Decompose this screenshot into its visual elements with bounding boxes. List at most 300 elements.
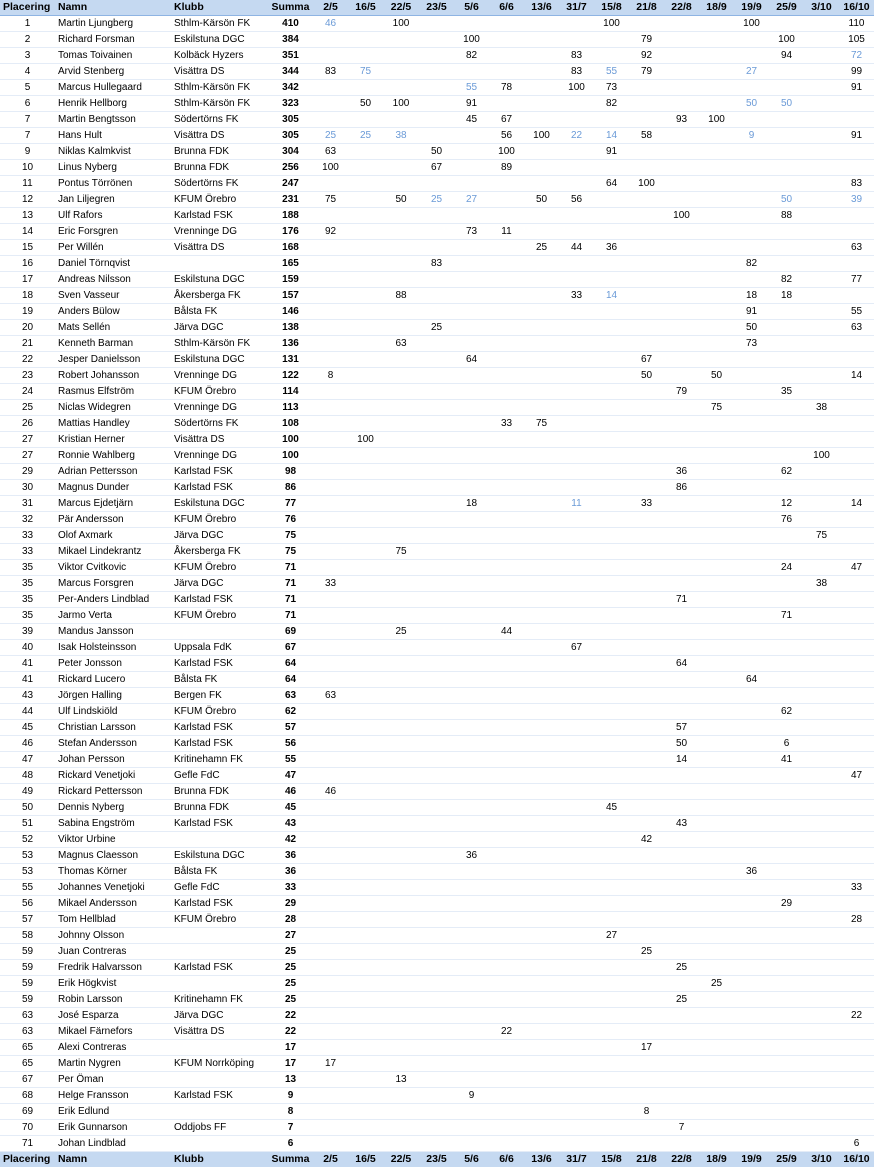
score-cell: 63 xyxy=(383,336,419,352)
score-cell xyxy=(383,1088,419,1104)
score-cell xyxy=(419,80,454,96)
score-cell xyxy=(419,672,454,688)
score-cell xyxy=(804,1056,839,1072)
score-cell xyxy=(594,480,629,496)
score-cell xyxy=(524,272,559,288)
score-cell: 91 xyxy=(839,128,874,144)
score-cell xyxy=(383,560,419,576)
table-row xyxy=(0,432,874,448)
score-cell xyxy=(664,688,699,704)
score-cell: 92 xyxy=(313,224,348,240)
score-cell: 91 xyxy=(734,304,769,320)
score-cell xyxy=(839,384,874,400)
score-cell xyxy=(454,992,489,1008)
table-row xyxy=(0,752,874,768)
score-cell xyxy=(559,608,594,624)
table-row xyxy=(0,528,874,544)
score-cell xyxy=(594,448,629,464)
score-cell xyxy=(419,784,454,800)
summa-cell: 25 xyxy=(268,976,313,992)
score-cell xyxy=(699,416,734,432)
table-row xyxy=(0,1120,874,1136)
table-row xyxy=(0,240,874,256)
score-cell xyxy=(734,480,769,496)
summa-cell: 165 xyxy=(268,256,313,272)
score-cell xyxy=(419,832,454,848)
score-cell xyxy=(594,656,629,672)
footer-placering: Placering xyxy=(0,1152,55,1167)
score-cell xyxy=(734,192,769,208)
table-row xyxy=(0,896,874,912)
score-cell xyxy=(699,1008,734,1024)
score-cell xyxy=(419,944,454,960)
placering-cell: 32 xyxy=(0,512,55,528)
score-cell: 83 xyxy=(313,64,348,80)
score-cell xyxy=(839,864,874,880)
score-cell xyxy=(594,672,629,688)
player-name-cell: Johannes Venetjoki xyxy=(55,880,171,896)
score-cell xyxy=(734,912,769,928)
score-cell xyxy=(348,848,383,864)
header-date-5: 6/6 xyxy=(489,0,524,16)
score-cell xyxy=(419,272,454,288)
table-row xyxy=(0,416,874,432)
score-cell xyxy=(769,624,804,640)
placering-cell: 15 xyxy=(0,240,55,256)
club-cell: Åkersberga FK xyxy=(171,544,268,560)
placering-cell: 11 xyxy=(0,176,55,192)
score-cell xyxy=(454,928,489,944)
player-name-cell: Sabina Engström xyxy=(55,816,171,832)
score-cell xyxy=(629,1024,664,1040)
score-cell xyxy=(559,416,594,432)
club-cell: Karlstad FSK xyxy=(171,208,268,224)
score-cell xyxy=(348,720,383,736)
footer-date-5: 6/6 xyxy=(489,1152,524,1167)
score-cell xyxy=(734,160,769,176)
score-cell xyxy=(804,656,839,672)
score-cell xyxy=(454,304,489,320)
score-cell xyxy=(524,432,559,448)
table-row xyxy=(0,384,874,400)
placering-cell: 57 xyxy=(0,912,55,928)
score-cell: 35 xyxy=(769,384,804,400)
score-cell xyxy=(839,528,874,544)
score-cell xyxy=(313,416,348,432)
summa-cell: 384 xyxy=(268,32,313,48)
score-cell xyxy=(594,400,629,416)
score-cell xyxy=(839,1104,874,1120)
score-cell xyxy=(313,480,348,496)
score-cell xyxy=(629,528,664,544)
score-cell xyxy=(664,256,699,272)
score-cell xyxy=(313,976,348,992)
table-row xyxy=(0,256,874,272)
club-cell: Vrenninge DG xyxy=(171,368,268,384)
score-cell xyxy=(594,736,629,752)
score-cell xyxy=(769,64,804,80)
score-cell xyxy=(348,1136,383,1152)
score-cell xyxy=(699,576,734,592)
score-cell xyxy=(664,160,699,176)
score-cell xyxy=(313,848,348,864)
score-cell: 44 xyxy=(559,240,594,256)
score-cell: 13 xyxy=(383,1072,419,1088)
score-cell xyxy=(734,352,769,368)
player-name-cell: Niklas Kalmkvist xyxy=(55,144,171,160)
score-cell xyxy=(804,864,839,880)
header-namn: Namn xyxy=(55,0,171,16)
score-cell xyxy=(419,816,454,832)
score-cell xyxy=(804,32,839,48)
score-cell xyxy=(524,880,559,896)
summa-cell: 25 xyxy=(268,944,313,960)
player-name-cell: Mikael Lindekrantz xyxy=(55,544,171,560)
table-row xyxy=(0,336,874,352)
club-cell: Södertörns FK xyxy=(171,112,268,128)
player-name-cell: Magnus Dunder xyxy=(55,480,171,496)
club-cell: Kritinehamn FK xyxy=(171,752,268,768)
score-cell: 67 xyxy=(419,160,454,176)
score-cell xyxy=(559,624,594,640)
score-cell xyxy=(348,544,383,560)
score-cell xyxy=(769,768,804,784)
player-name-cell: Erik Högkvist xyxy=(55,976,171,992)
summa-cell: 28 xyxy=(268,912,313,928)
score-cell xyxy=(594,416,629,432)
score-cell xyxy=(383,848,419,864)
score-cell xyxy=(699,208,734,224)
score-cell xyxy=(769,640,804,656)
score-cell xyxy=(699,800,734,816)
score-cell xyxy=(629,384,664,400)
score-cell xyxy=(348,272,383,288)
score-cell xyxy=(559,784,594,800)
score-cell xyxy=(419,448,454,464)
score-cell xyxy=(664,560,699,576)
score-cell xyxy=(839,640,874,656)
score-cell xyxy=(489,240,524,256)
score-cell xyxy=(489,992,524,1008)
score-cell xyxy=(524,800,559,816)
table-row xyxy=(0,992,874,1008)
placering-cell: 51 xyxy=(0,816,55,832)
placering-cell: 35 xyxy=(0,592,55,608)
player-name-cell: Robin Larsson xyxy=(55,992,171,1008)
placering-cell: 67 xyxy=(0,1072,55,1088)
score-cell xyxy=(348,640,383,656)
score-cell xyxy=(664,432,699,448)
score-cell: 110 xyxy=(839,16,874,32)
score-cell xyxy=(454,608,489,624)
score-cell xyxy=(734,624,769,640)
score-cell xyxy=(839,608,874,624)
score-cell xyxy=(383,1008,419,1024)
score-cell xyxy=(559,448,594,464)
score-cell: 17 xyxy=(313,1056,348,1072)
score-cell xyxy=(313,1024,348,1040)
summa-cell: 69 xyxy=(268,624,313,640)
score-cell xyxy=(524,80,559,96)
score-cell xyxy=(348,736,383,752)
score-cell xyxy=(524,624,559,640)
score-cell xyxy=(734,1120,769,1136)
score-cell: 6 xyxy=(839,1136,874,1152)
score-cell: 45 xyxy=(594,800,629,816)
score-cell xyxy=(804,64,839,80)
score-cell xyxy=(734,640,769,656)
score-cell xyxy=(594,208,629,224)
score-cell xyxy=(629,432,664,448)
score-cell xyxy=(489,576,524,592)
score-cell xyxy=(524,160,559,176)
player-name-cell: Pär Andersson xyxy=(55,512,171,528)
score-cell xyxy=(489,656,524,672)
player-name-cell: Alexi Contreras xyxy=(55,1040,171,1056)
footer-date-3: 23/5 xyxy=(419,1152,454,1167)
score-cell xyxy=(769,912,804,928)
score-cell xyxy=(769,576,804,592)
score-cell xyxy=(769,256,804,272)
score-cell xyxy=(524,16,559,32)
club-cell: Karlstad FSK xyxy=(171,480,268,496)
placering-cell: 26 xyxy=(0,416,55,432)
score-cell xyxy=(629,928,664,944)
score-cell xyxy=(348,1104,383,1120)
score-cell xyxy=(629,320,664,336)
score-cell: 9 xyxy=(734,128,769,144)
score-cell xyxy=(839,96,874,112)
score-cell xyxy=(419,48,454,64)
score-cell xyxy=(594,624,629,640)
score-cell xyxy=(769,944,804,960)
score-cell xyxy=(419,1104,454,1120)
score-cell xyxy=(699,336,734,352)
score-cell xyxy=(419,880,454,896)
score-cell xyxy=(629,656,664,672)
placering-cell: 56 xyxy=(0,896,55,912)
club-cell xyxy=(171,1040,268,1056)
placering-cell: 3 xyxy=(0,48,55,64)
score-cell xyxy=(629,304,664,320)
summa-cell: 29 xyxy=(268,896,313,912)
score-cell xyxy=(594,960,629,976)
score-cell xyxy=(559,1008,594,1024)
placering-cell: 23 xyxy=(0,368,55,384)
footer-date-12: 19/9 xyxy=(734,1152,769,1167)
score-cell: 64 xyxy=(454,352,489,368)
score-cell xyxy=(664,368,699,384)
score-cell xyxy=(734,80,769,96)
player-name-cell: Robert Johansson xyxy=(55,368,171,384)
score-cell xyxy=(804,480,839,496)
score-cell xyxy=(664,128,699,144)
placering-cell: 14 xyxy=(0,224,55,240)
score-cell xyxy=(419,112,454,128)
score-cell xyxy=(664,240,699,256)
summa-cell: 344 xyxy=(268,64,313,80)
score-cell xyxy=(804,784,839,800)
score-cell xyxy=(524,1104,559,1120)
score-cell xyxy=(664,16,699,32)
score-cell xyxy=(489,16,524,32)
score-cell: 47 xyxy=(839,768,874,784)
score-cell xyxy=(699,288,734,304)
score-cell xyxy=(489,832,524,848)
score-cell xyxy=(804,976,839,992)
score-cell xyxy=(839,1056,874,1072)
score-cell xyxy=(313,912,348,928)
summa-cell: 45 xyxy=(268,800,313,816)
score-cell: 63 xyxy=(313,688,348,704)
score-cell xyxy=(734,112,769,128)
score-cell xyxy=(769,1056,804,1072)
score-cell xyxy=(454,768,489,784)
score-cell xyxy=(734,1040,769,1056)
player-name-cell: Stefan Andersson xyxy=(55,736,171,752)
score-cell xyxy=(839,512,874,528)
score-cell: 75 xyxy=(699,400,734,416)
score-cell xyxy=(489,1088,524,1104)
score-cell xyxy=(313,992,348,1008)
footer-klubb: Klubb xyxy=(171,1152,268,1167)
player-name-cell: Andreas Nilsson xyxy=(55,272,171,288)
score-cell xyxy=(489,928,524,944)
summa-cell: 122 xyxy=(268,368,313,384)
score-cell xyxy=(594,864,629,880)
score-cell xyxy=(559,816,594,832)
score-cell xyxy=(383,448,419,464)
score-cell xyxy=(524,496,559,512)
summa-cell: 351 xyxy=(268,48,313,64)
summa-cell: 22 xyxy=(268,1008,313,1024)
score-cell xyxy=(699,64,734,80)
footer-row xyxy=(0,1152,874,1167)
score-cell xyxy=(348,240,383,256)
score-cell xyxy=(559,720,594,736)
score-cell xyxy=(348,800,383,816)
score-cell xyxy=(383,64,419,80)
score-cell: 91 xyxy=(454,96,489,112)
score-cell xyxy=(348,496,383,512)
score-cell xyxy=(734,832,769,848)
score-cell xyxy=(348,928,383,944)
score-cell xyxy=(383,1136,419,1152)
score-cell: 33 xyxy=(559,288,594,304)
player-name-cell: Johan Persson xyxy=(55,752,171,768)
placering-cell: 71 xyxy=(0,1136,55,1152)
score-cell xyxy=(524,528,559,544)
score-cell xyxy=(664,912,699,928)
score-cell: 55 xyxy=(594,64,629,80)
score-cell xyxy=(594,1008,629,1024)
player-name-cell: Linus Nyberg xyxy=(55,160,171,176)
score-cell xyxy=(524,352,559,368)
score-cell xyxy=(629,704,664,720)
club-cell: Bålsta FK xyxy=(171,864,268,880)
score-cell xyxy=(348,368,383,384)
score-cell xyxy=(489,512,524,528)
score-cell xyxy=(383,528,419,544)
score-cell xyxy=(769,864,804,880)
score-cell xyxy=(419,400,454,416)
score-cell: 56 xyxy=(489,128,524,144)
table-row xyxy=(0,160,874,176)
score-cell xyxy=(734,384,769,400)
score-cell xyxy=(419,368,454,384)
score-cell xyxy=(629,752,664,768)
score-cell xyxy=(419,1056,454,1072)
score-cell xyxy=(524,608,559,624)
score-cell xyxy=(524,64,559,80)
score-cell xyxy=(629,720,664,736)
score-cell xyxy=(734,176,769,192)
score-cell xyxy=(454,432,489,448)
header-row xyxy=(0,0,874,16)
score-cell xyxy=(419,896,454,912)
score-cell xyxy=(804,800,839,816)
placering-cell: 47 xyxy=(0,752,55,768)
score-cell xyxy=(769,352,804,368)
score-cell xyxy=(489,960,524,976)
score-cell xyxy=(419,64,454,80)
score-cell xyxy=(348,864,383,880)
score-cell xyxy=(734,448,769,464)
placering-cell: 10 xyxy=(0,160,55,176)
club-cell: Eskilstuna DGC xyxy=(171,272,268,288)
score-cell xyxy=(524,688,559,704)
score-cell xyxy=(804,544,839,560)
placering-cell: 7 xyxy=(0,128,55,144)
summa-cell: 25 xyxy=(268,992,313,1008)
score-cell xyxy=(804,416,839,432)
table-row xyxy=(0,848,874,864)
score-cell xyxy=(804,816,839,832)
score-cell xyxy=(664,896,699,912)
score-cell xyxy=(348,416,383,432)
summa-cell: 67 xyxy=(268,640,313,656)
score-cell xyxy=(419,624,454,640)
placering-cell: 48 xyxy=(0,768,55,784)
placering-cell: 59 xyxy=(0,992,55,1008)
club-cell: Karlstad FSK xyxy=(171,896,268,912)
score-cell: 94 xyxy=(769,48,804,64)
score-cell xyxy=(559,1104,594,1120)
score-cell xyxy=(804,688,839,704)
club-cell: KFUM Örebro xyxy=(171,512,268,528)
summa-cell: 33 xyxy=(268,880,313,896)
score-cell xyxy=(489,784,524,800)
score-cell xyxy=(524,144,559,160)
summa-cell: 46 xyxy=(268,784,313,800)
score-cell xyxy=(699,160,734,176)
club-cell xyxy=(171,928,268,944)
score-cell xyxy=(313,656,348,672)
score-cell xyxy=(804,608,839,624)
score-cell: 42 xyxy=(629,832,664,848)
score-cell xyxy=(804,208,839,224)
score-cell xyxy=(313,720,348,736)
score-cell xyxy=(734,592,769,608)
club-cell: Sthlm-Kärsön FK xyxy=(171,80,268,96)
score-cell xyxy=(664,880,699,896)
player-name-cell: Rickard Pettersson xyxy=(55,784,171,800)
score-cell xyxy=(419,528,454,544)
placering-cell: 35 xyxy=(0,576,55,592)
score-cell: 75 xyxy=(313,192,348,208)
score-cell xyxy=(559,912,594,928)
score-cell xyxy=(804,304,839,320)
